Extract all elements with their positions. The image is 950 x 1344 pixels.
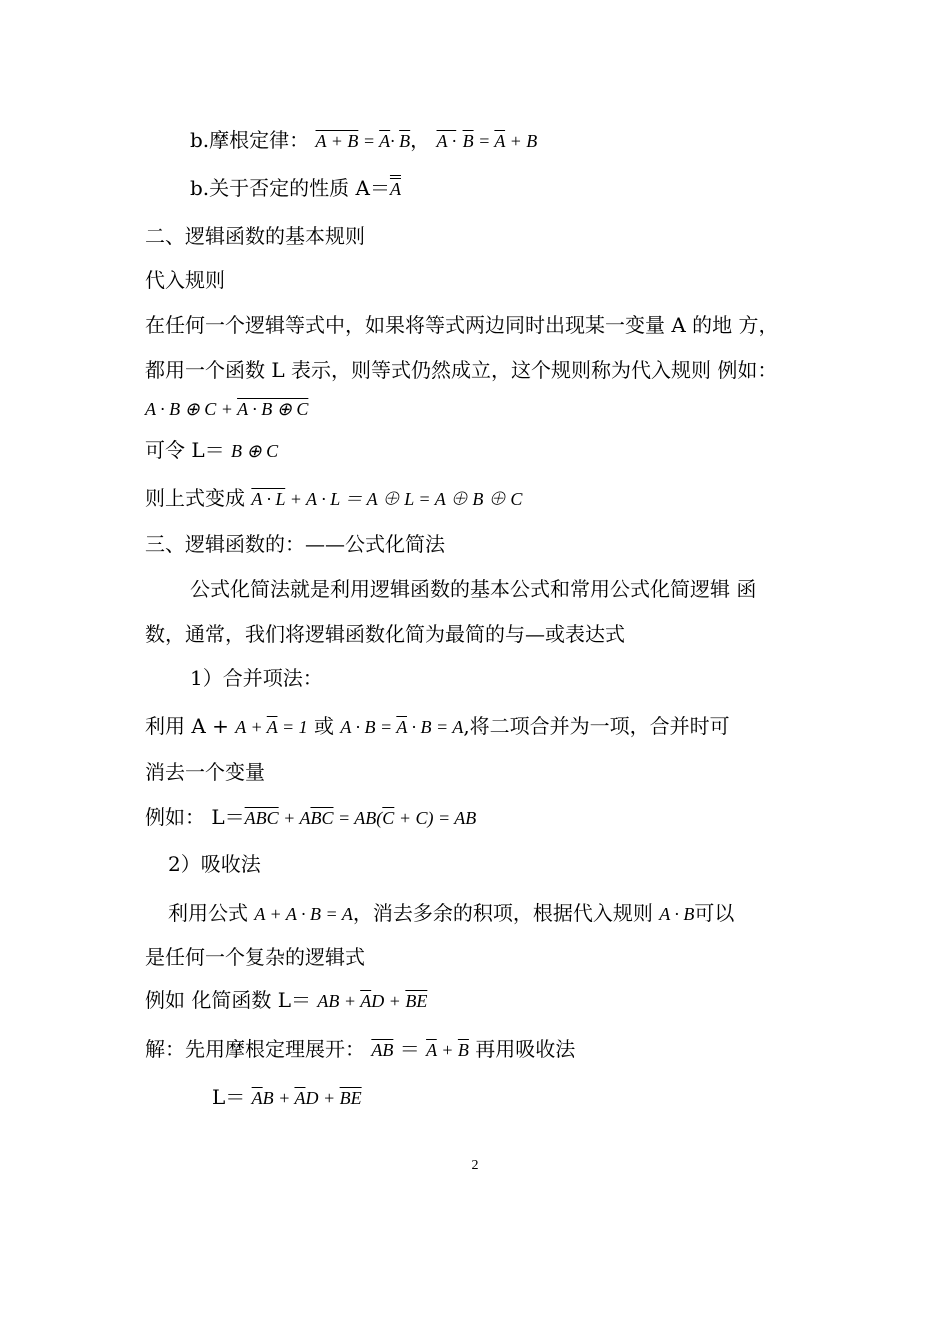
merge-formula-2b: $\overline{A}$ <box>396 717 407 737</box>
result-t3: $\overline{A}$ <box>294 1088 306 1108</box>
transformed-term-1: A · L <box>251 489 286 509</box>
merge-example-label: 例如： L＝ <box>145 805 245 829</box>
paragraph-line-2: 都用一个函数 L 表示，则等式仍然成立，这个规则称为代入规则 例如： <box>145 358 778 382</box>
solution-label: 解：先用摩根定理展开： <box>145 1037 372 1061</box>
merge-or: 或 <box>307 714 341 738</box>
morgan-eq-2: = <box>473 131 495 151</box>
solution-post: 再用吸收法 <box>468 1037 576 1061</box>
merge-example-t2: + A <box>278 808 311 828</box>
merge-method-heading: 1）合并项法： <box>190 666 323 690</box>
solution-t2: ＝ <box>393 1037 427 1061</box>
absorption-pre: 利用公式 <box>168 901 255 925</box>
transformed-result: A ⊕ L = A ⊕ B ⊕ C <box>366 489 523 509</box>
paragraph-line-1: 在任何一个逻辑等式中，如果将等式两边同时出现某一变量 A 的地 方， <box>145 313 779 337</box>
let-l-line <box>145 438 278 463</box>
solution-t4: + <box>436 1040 458 1060</box>
section-heading-3: 三、逻辑函数的：——公式化简法 <box>145 532 445 556</box>
absorption-mid: ，消去多余的积项，根据代入规则 <box>352 901 660 925</box>
example-expression <box>145 396 308 421</box>
morgan-label: b.摩根定律： <box>190 128 310 152</box>
simplify-example-line <box>145 988 427 1013</box>
morgan-formula-1-a: $\overline{A}$ <box>379 131 391 151</box>
transformed-term-2: + A · L ＝ <box>285 489 367 509</box>
morgan-law-line <box>190 128 537 153</box>
morgan-eq-1: = <box>358 131 380 151</box>
solution-t1: $\overline{AB}$ <box>371 1040 394 1060</box>
result-t1: $\overline{A}$ <box>251 1088 263 1108</box>
transformed-line <box>145 486 522 511</box>
simplify-t4: D + <box>371 991 406 1011</box>
absorption-formula-line <box>168 901 734 926</box>
double-negation-label: b.关于否定的性质 A＝ <box>190 176 390 200</box>
merge-formula-2c: · B = A <box>407 717 464 737</box>
morgan-formula-2-lhs-b: $\overline{B}$ <box>462 131 474 151</box>
double-negation-a: A <box>389 179 401 199</box>
simplify-t5: $\overline{BE}$ <box>405 991 428 1011</box>
merge-example-t5: $\overline{C}$ <box>382 808 395 828</box>
merge-example-t3: $\overline{BC}$ <box>310 808 334 828</box>
solution-line <box>145 1037 575 1062</box>
morgan-separator: ， <box>410 128 431 152</box>
merge-example-t1: $\overline{ABC}$ <box>244 808 279 828</box>
simplify-t2: + <box>339 991 361 1011</box>
section-heading-2: 二、逻辑函数的基本规则 <box>145 224 365 248</box>
result-t4: D + <box>305 1088 340 1108</box>
morgan-dot-1: · <box>390 131 400 151</box>
eliminate-variable-line: 消去一个变量 <box>145 760 265 784</box>
let-l-label: 可令 L＝ <box>145 438 231 462</box>
merge-formula-1c: = 1 <box>277 717 308 737</box>
merge-example-line <box>145 805 476 830</box>
merge-example-t4: = AB( <box>333 808 383 828</box>
morgan-formula-2-a: $\overline{A}$ <box>494 131 506 151</box>
result-t2: B + <box>262 1088 295 1108</box>
merge-example-t6: + C) = AB <box>394 808 477 828</box>
simplification-paragraph-2: 数，通常，我们将逻辑函数化简为最简的与—或表达式 <box>145 622 625 646</box>
absorption-post: 可以 <box>694 901 735 925</box>
merge-post: ,将二项合并为一项，合并时可 <box>463 714 730 738</box>
merge-formula-2a: A · B = <box>340 717 397 737</box>
solution-t3: $\overline{A}$ <box>426 1040 437 1060</box>
result-t5: $\overline{BE}$ <box>339 1088 362 1108</box>
morgan-formula-1-b: $\overline{B}$ <box>399 131 411 151</box>
morgan-formula-2-b: + B <box>505 131 538 151</box>
example-term-1: A · B ⊕ C + <box>145 399 238 419</box>
simplify-t3: $\overline{A}$ <box>360 991 372 1011</box>
merge-formula-1b: $\overline{A}$ <box>266 717 278 737</box>
solution-t5: $\overline{B}$ <box>457 1040 469 1060</box>
simplify-t1: AB <box>317 991 340 1011</box>
let-l-expression: B ⊕ C <box>231 441 279 461</box>
double-negation-line <box>190 176 401 201</box>
complex-expression-line: 是任何一个复杂的逻辑式 <box>145 945 365 969</box>
transformed-label: 则上式变成 <box>145 486 252 510</box>
absorption-formula: A + A · B = A <box>254 904 353 924</box>
absorption-term: A · B <box>659 904 695 924</box>
merge-formula-1a: A + <box>235 717 267 737</box>
absorption-heading: 2）吸收法 <box>168 852 261 876</box>
result-line <box>212 1085 362 1110</box>
morgan-formula-2-lhs: A · <box>436 131 457 151</box>
result-label: L＝ <box>212 1085 252 1109</box>
merge-method-line <box>145 714 730 739</box>
simplify-example-label: 例如 化简函数 L＝ <box>145 988 318 1012</box>
merge-pre: 利用 A + <box>145 714 236 738</box>
page-number: 2 <box>471 1158 479 1173</box>
substitution-rule-heading: 代入规则 <box>145 268 225 292</box>
morgan-formula-1-lhs: A + B <box>315 131 359 151</box>
simplification-paragraph-1: 公式化简法就是利用逻辑函数的基本公式和常用公式化简逻辑 函 <box>190 577 757 601</box>
example-term-2: A · B ⊕ C <box>237 399 309 419</box>
